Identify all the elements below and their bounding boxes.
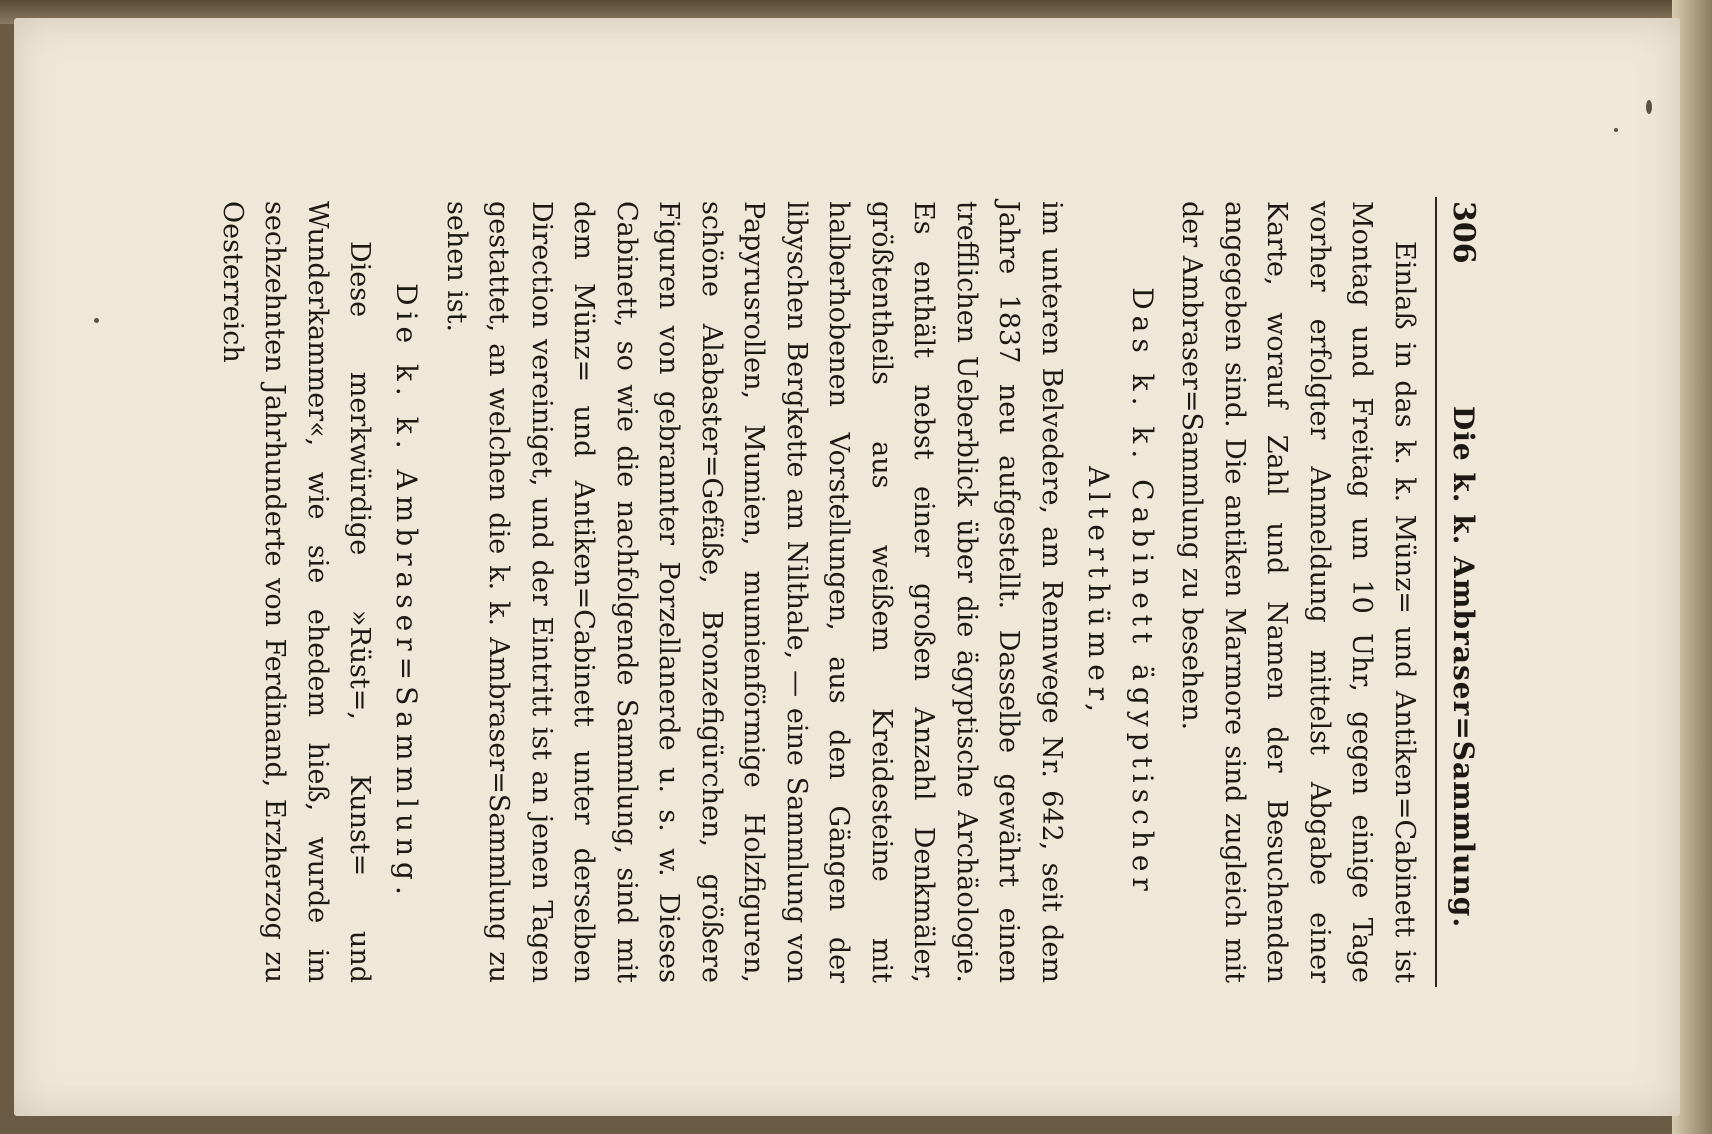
paragraph-egyptian-cabinet: im unteren Belvedere, am Rennwege Nr. 642, seit dem Jahre 1837 neu aufgestellt. Dasselbe gewährt einen trefflichen Ueberblick über die ägyptische Archäologie. Es enthält nebst einer großen Anzahl Denkmäler, größtentheils aus weißem Kreidesteine mit halberhobenen Vorstellungen, aus den Gängen der libyschen Bergkette am Nilthale, — eine Sammlung von Papyrusrollen, Mumien, mumienförmige Holzfiguren, schöne Alabaster=Gefäße, Bronzefigürchen, größere Figuren von gebrannter Porzellanerde u. s. w. Dieses Cabinett, so wie die nachfolgende Sammlung, sind mit dem Münz= und Antiken=Cabinett unter derselben Direction vereiniget, und der Eintritt ist an jenen Tagen gestattet, an welchen die k. k. Ambraser=Sammlung zu sehen ist. [441, 201, 1067, 983]
paragraph-admission: Einlaß in das k. k. Münz= und Antiken=Cabinett ist Montag und Freitag um 10 Uhr, gegen einige Tage vorher erfolgter Anmeldung mittelst Abgabe einer Karte, worauf Zahl und Namen der Besuchenden angegeben sind. Die antiken Marmore sind zugleich mit der Ambraser=Sammlung zu besehen. [1176, 201, 1420, 983]
page-number: 306 [1446, 201, 1481, 264]
page-header [1435, 197, 1481, 987]
paper-speck [94, 318, 99, 323]
page-body [211, 197, 1436, 987]
paragraph-ambras-collection: Diese merkwürdige »Rüst=, Kunst= und Wunderkammer«, wie sie ehedem hieß, wurde im sechzehnten Jahrhunderte von Ferdinand, Erzherzog zu Oesterreich [217, 201, 376, 983]
heading-ambras-collection: Die k. k. Ambraser=Sammlung. [390, 283, 424, 901]
heading-egyptian-cabinet: Das k. k. Cabinett ägyptischer Alterthümer, [1082, 287, 1159, 897]
paper-speck [1614, 128, 1618, 132]
rotated-page-content [211, 197, 1481, 987]
book-page [14, 18, 1680, 1116]
paper-speck [1646, 100, 1652, 114]
running-title: Die k. k. Ambraser=Sammlung. [1447, 405, 1480, 929]
